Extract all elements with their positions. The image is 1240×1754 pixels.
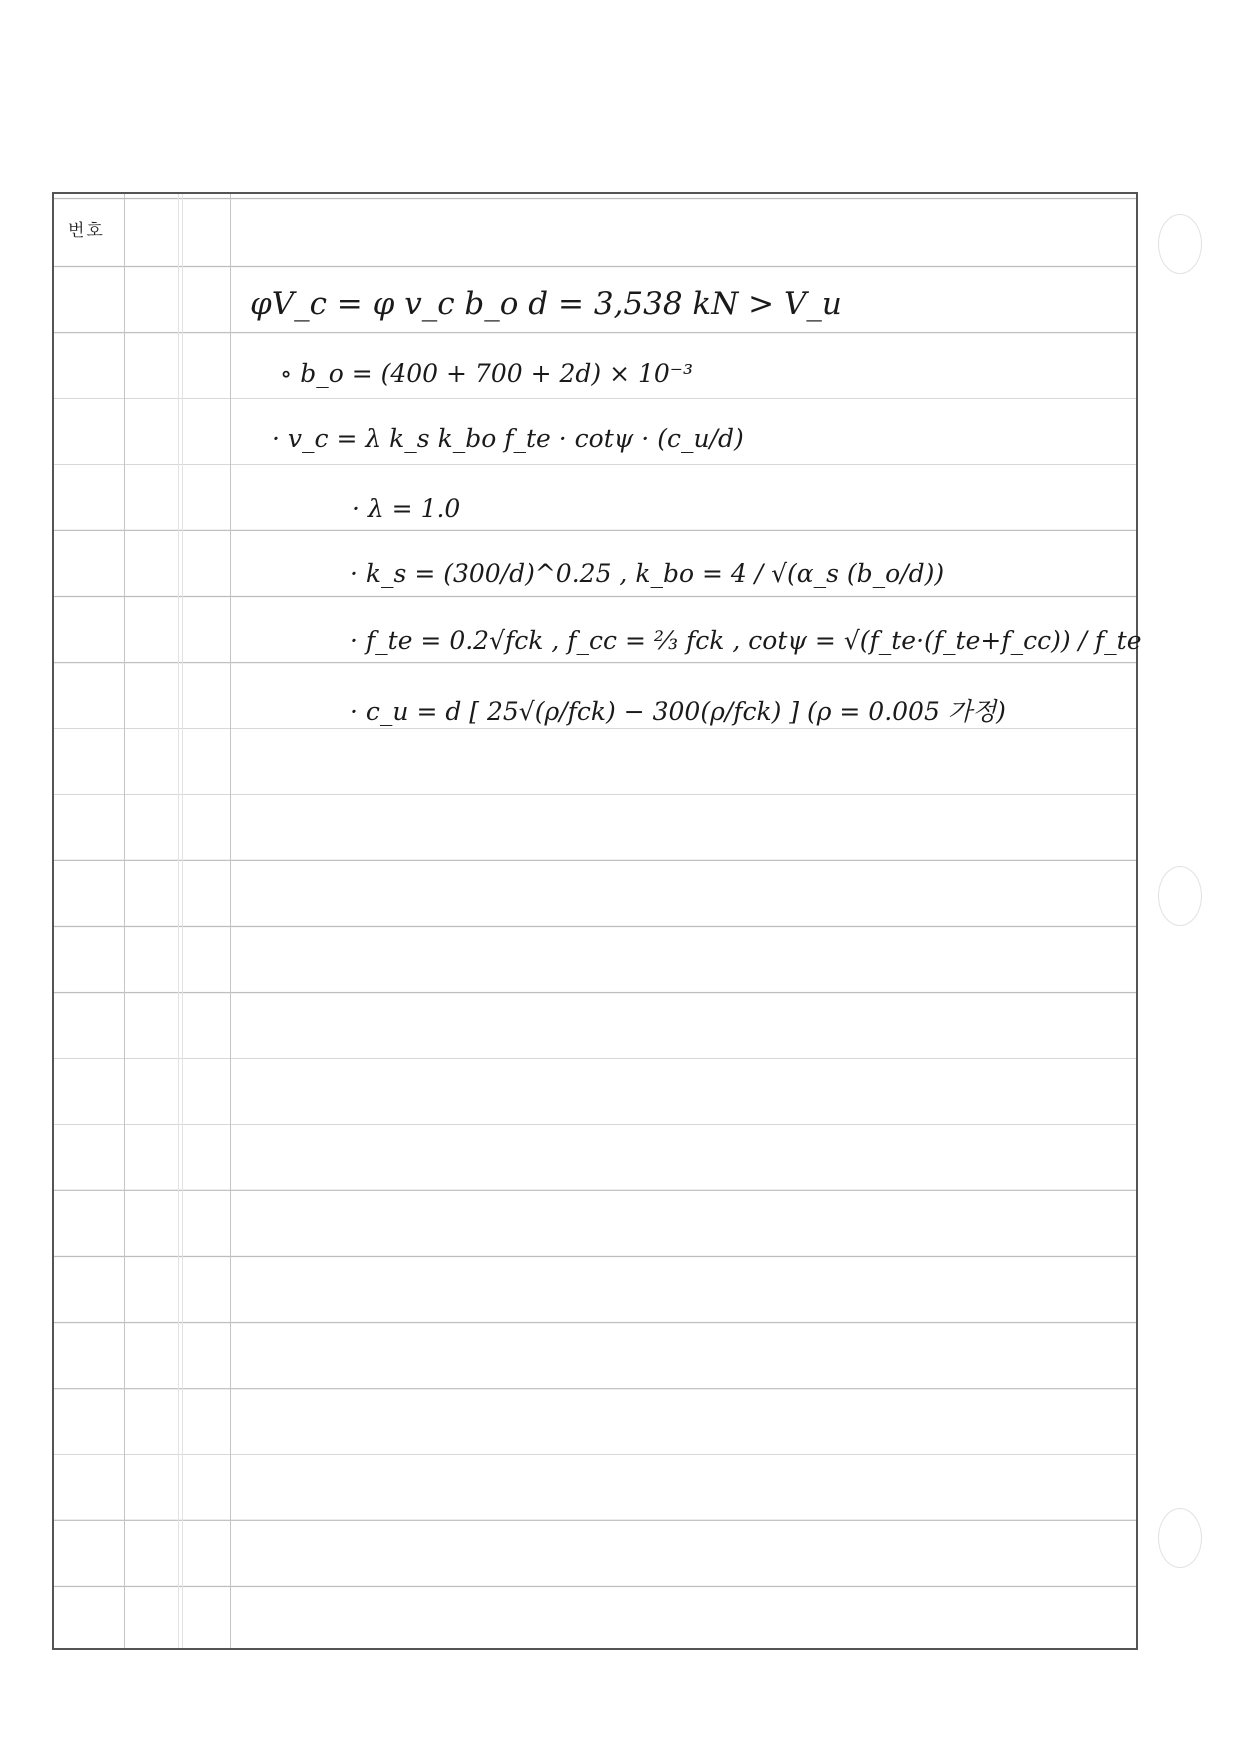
margin-line-3 [182, 194, 183, 1648]
equation-lambda: · λ = 1.0 [352, 494, 461, 523]
equation-ks-kbo: · k_s = (300/d)^0.25 , k_bo = 4 / √(α_s (b_o/d)) [350, 559, 945, 588]
margin-line-1 [124, 194, 125, 1648]
equation-bo: ∘ b_o = (400 + 700 + 2d) × 10⁻³ [280, 359, 694, 388]
binder-hole-top [1158, 214, 1202, 274]
binder-hole-bottom [1158, 1508, 1202, 1568]
note-sheet [52, 192, 1142, 1650]
binder-hole-middle [1158, 866, 1202, 926]
margin-line-4 [230, 194, 231, 1648]
equation-cu: · c_u = d [ 25√(ρ/fck) − 300(ρ/fck) ] (ρ = 0.005 가정) [350, 697, 1006, 726]
margin-line-2 [178, 194, 179, 1648]
equation-vc: · v_c = λ k_s k_bo f_te · cotψ · (c_u/d) [272, 424, 744, 453]
equation-main: φV_c = φ v_c b_o d = 3,538 kN > V_u [250, 286, 842, 322]
number-label: 번호 [68, 221, 105, 241]
equation-fte-fcc-cot: · f_te = 0.2√fck , f_cc = ⅔ fck , cotψ = √(f_te·(f_te+f_cc)) / f_te [350, 626, 1142, 655]
